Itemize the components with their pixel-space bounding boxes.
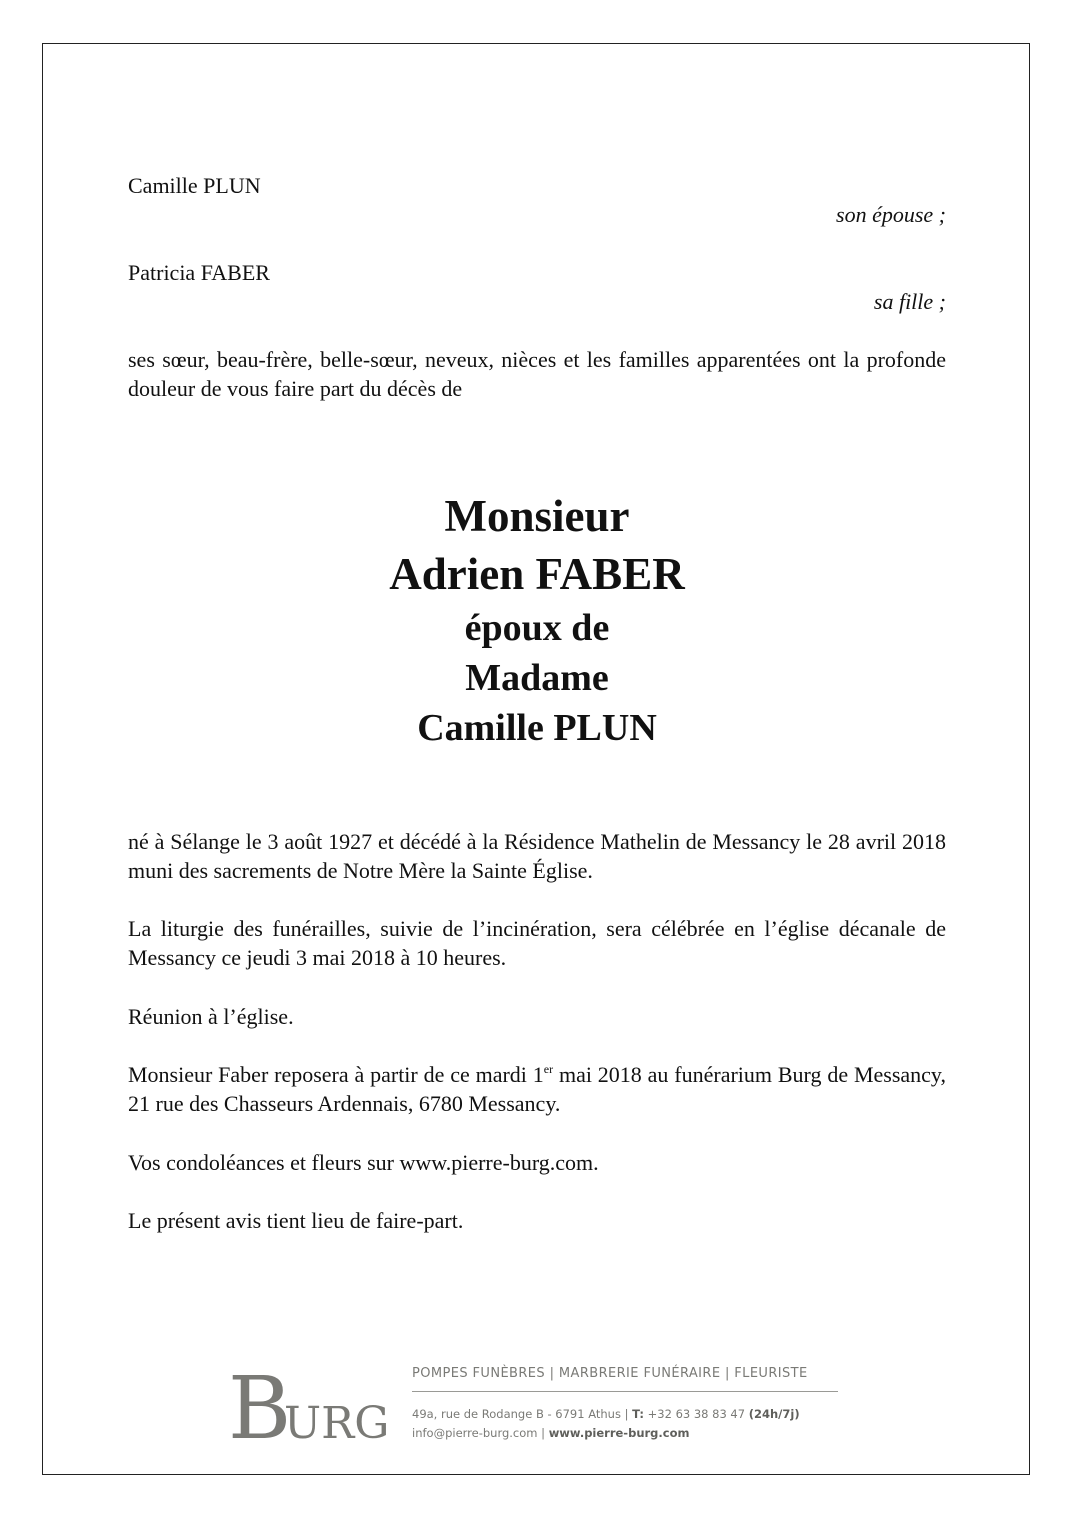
birth-death-text: né à Sélange le 3 août 1927 et décédé à la Résidence Mathelin de Messancy le 28 avril 2018 muni des sacrements de Notre Mère la Sainte Église. [128,829,946,883]
relatives-text: ses sœur, beau-frère, belle-sœur, neveux, nièces et les familles apparentées ont la profonde douleur de vous faire part du décès de [128,347,946,401]
condolences-text: Vos condoléances et fleurs sur www.pierre-burg.com. [128,1150,599,1175]
deceased-title: Monsieur [444,491,630,541]
deceased-spouse-title: Madame [465,657,609,699]
footer-phone-label: T: [632,1407,644,1421]
footer-services: POMPES FUNÈBRES | MARBRERIE FUNÉRAIRE | FLEURISTE [412,1366,808,1381]
repose-text-start: Monsieur Faber reposera à partir de ce mardi 1 [128,1062,544,1087]
deceased-block [128,487,946,753]
deceased-name: Adrien FABER [389,549,685,599]
footer-address-line [412,1405,838,1424]
footer-phone-hours: (24h/7j) [748,1407,800,1421]
footer-info [412,1365,838,1443]
footer-website[interactable]: www.pierre-burg.com [548,1426,690,1440]
deceased-spouse-name: Camille PLUN [417,707,657,749]
repose-text [128,1060,946,1118]
daughter-role: sa fille ; [873,289,946,314]
footer-phone: +32 63 38 83 47 [643,1407,749,1421]
repose-text-end: mai 2018 au funérarium Burg de Messancy, 21 rue des Chasseurs Ardennais, 6780 Messancy. [128,1062,946,1116]
footer-contact-line [412,1424,838,1443]
footer-divider [412,1391,838,1392]
footer-address: 49a, rue de Rodange B - 6791 Athus | [412,1407,633,1421]
repose-ordinal: er [543,1062,554,1076]
daughter-name: Patricia FABER [128,260,270,285]
deceased-relation: époux de [464,607,610,649]
burg-logo-urg: URG [284,1398,390,1449]
reunion-text: Réunion à l’église. [128,1004,294,1029]
spouse-role: son épouse ; [836,202,946,227]
notice-text: Le présent avis tient lieu de faire-part. [128,1208,464,1233]
footer-email[interactable]: info@pierre-burg.com | [412,1426,549,1440]
burg-logo [228,1359,390,1459]
liturgy-text: La liturgie des funérailles, suivie de l’incinération, sera célébrée en l’église décanale de Messancy ce jeudi 3 mai 2018 à 10 heures. [128,916,946,970]
spouse-name: Camille PLUN [128,173,261,198]
burg-logo-b: B [228,1359,292,1459]
